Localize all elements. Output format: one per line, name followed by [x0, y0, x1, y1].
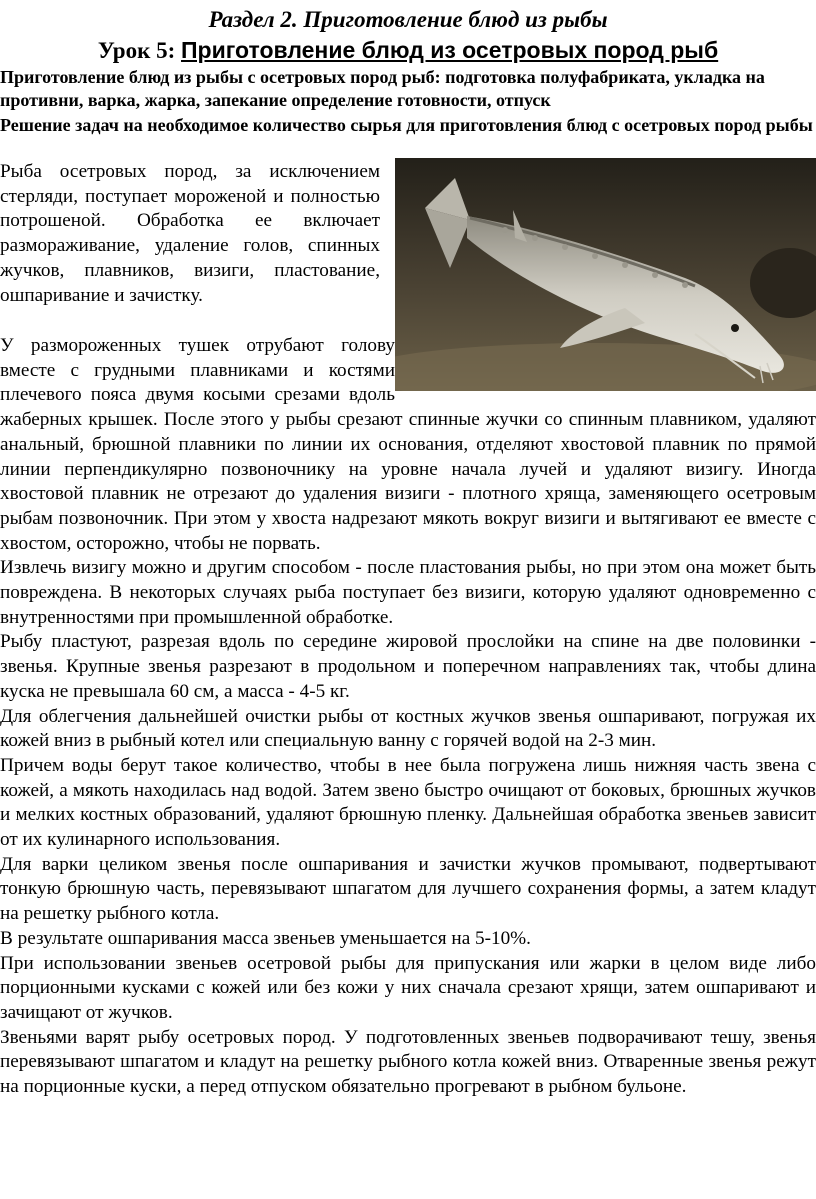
paragraph: При использовании звеньев осетровой рыбы для припускания или жарки в целом виде либо порционными кусками с кожей или без кожи у них сначала срезают хрящи, затем ошпаривают и зачищают от жучков.: [0, 952, 816, 1023]
task-subheading: Решение задач на необходимое количество сырья для приготовления блюд с осетровых пород рыбы: [0, 115, 813, 135]
lesson-number: Урок 5:: [97, 38, 176, 63]
topic-subheading: Приготовление блюд из рыбы с осетровых пород рыб: подготовка полуфабриката, укладка на противни, варка, жарка, запекание определение готовности, отпуск: [0, 67, 765, 110]
paragraph: Извлечь визигу можно и другим способом - после пластования рыбы, но при этом она может быть повреждена. В некоторых случаях рыба поступает без визиги, которую удаляют одновременно с внутренностями при промышленной обработке.: [0, 557, 816, 628]
lesson-heading: [0, 36, 816, 65]
paragraph-with-float: [0, 334, 816, 556]
section-title: Раздел 2. Приготовление блюд из рыбы: [208, 7, 608, 32]
lesson-name: Приготовление блюд из осетровых пород рыб: [181, 37, 719, 63]
paragraph: Рыбу пластуют, разрезая вдоль по середине жировой прослойки на спине на две половинки - звенья. Крупные звенья разрезают в продольном и поперечном направлениях так, чтобы длина куска не превышала 60 см, а масса - 4-5 кг.: [0, 631, 816, 702]
paragraph: Для облегчения дальнейшей очистки рыбы от костных жучков звенья ошпаривают, погружая их кожей вниз в рыбный котел или специальную ванну с горячей водой на 2-3 мин.: [0, 705, 816, 752]
paragraph: Рыба осетровых пород, за исключением стерляди, поступает мороженой и полностью потрошеной. Обработка ее включает размораживание, удаление голов, спинных жучков, плавников, визиги, пластование, ошпаривание и зачистку.: [0, 161, 380, 306]
paragraph: Для варки целиком звенья после ошпаривания и зачистки жучков промывают, подвертывают тонкую брюшную часть, перевязывают шпагатом для лучшего сохранения формы, а затем кладут на решетку рыбного котла.: [0, 853, 816, 925]
paragraph: Причем воды берут такое количество, чтобы в нее была погружена лишь нижняя часть звена с кожей, а мякоть находилась над водой. Затем звено быстро очищают от боковых, брюшных жучков и мелких костных образований, удаляют брюшную пленку. Дальнейшая обработка звеньев зависит от их кулинарного использования.: [0, 754, 816, 851]
paragraph: У размороженных тушек отрубают голову вместе с грудными плавниками и костями плечевого пояса двумя косыми срезами вдоль жаберных крышек. После этого у рыбы срезают спинные жучки со спинным плавником, удаляют анальный, брюшной плавники по линии их основания, отделяют хвостовой плавник по прямой линии перпендикулярно позвоночнику на уровне начала лучей и удаляют визигу. Иногда хвостовой плавник не отрезают до удаления визиги - плотного хряща, заменяющего осетровым рыбам позвоночник. При этом у хвоста надрезают мякоть вокруг визиги и вытягивают ее вместе с хвостом, осторожно, чтобы не порвать.: [0, 335, 816, 554]
paragraph: Звеньями варят рыбу осетровых пород. У подготовленных звеньев подворачивают тешу, звенья перевязывают шпагатом и кладут на решетку рыбного котла кожей вниз. Отваренные звенья режут на порционные куски, а перед отпуском обязательно прогревают в рыбном бульоне.: [0, 1026, 816, 1098]
paragraph: В результате ошпаривания масса звеньев уменьшается на 5-10%.: [0, 927, 531, 949]
photo-float-spacer: [395, 334, 816, 399]
paragraph-block: [0, 334, 816, 1100]
